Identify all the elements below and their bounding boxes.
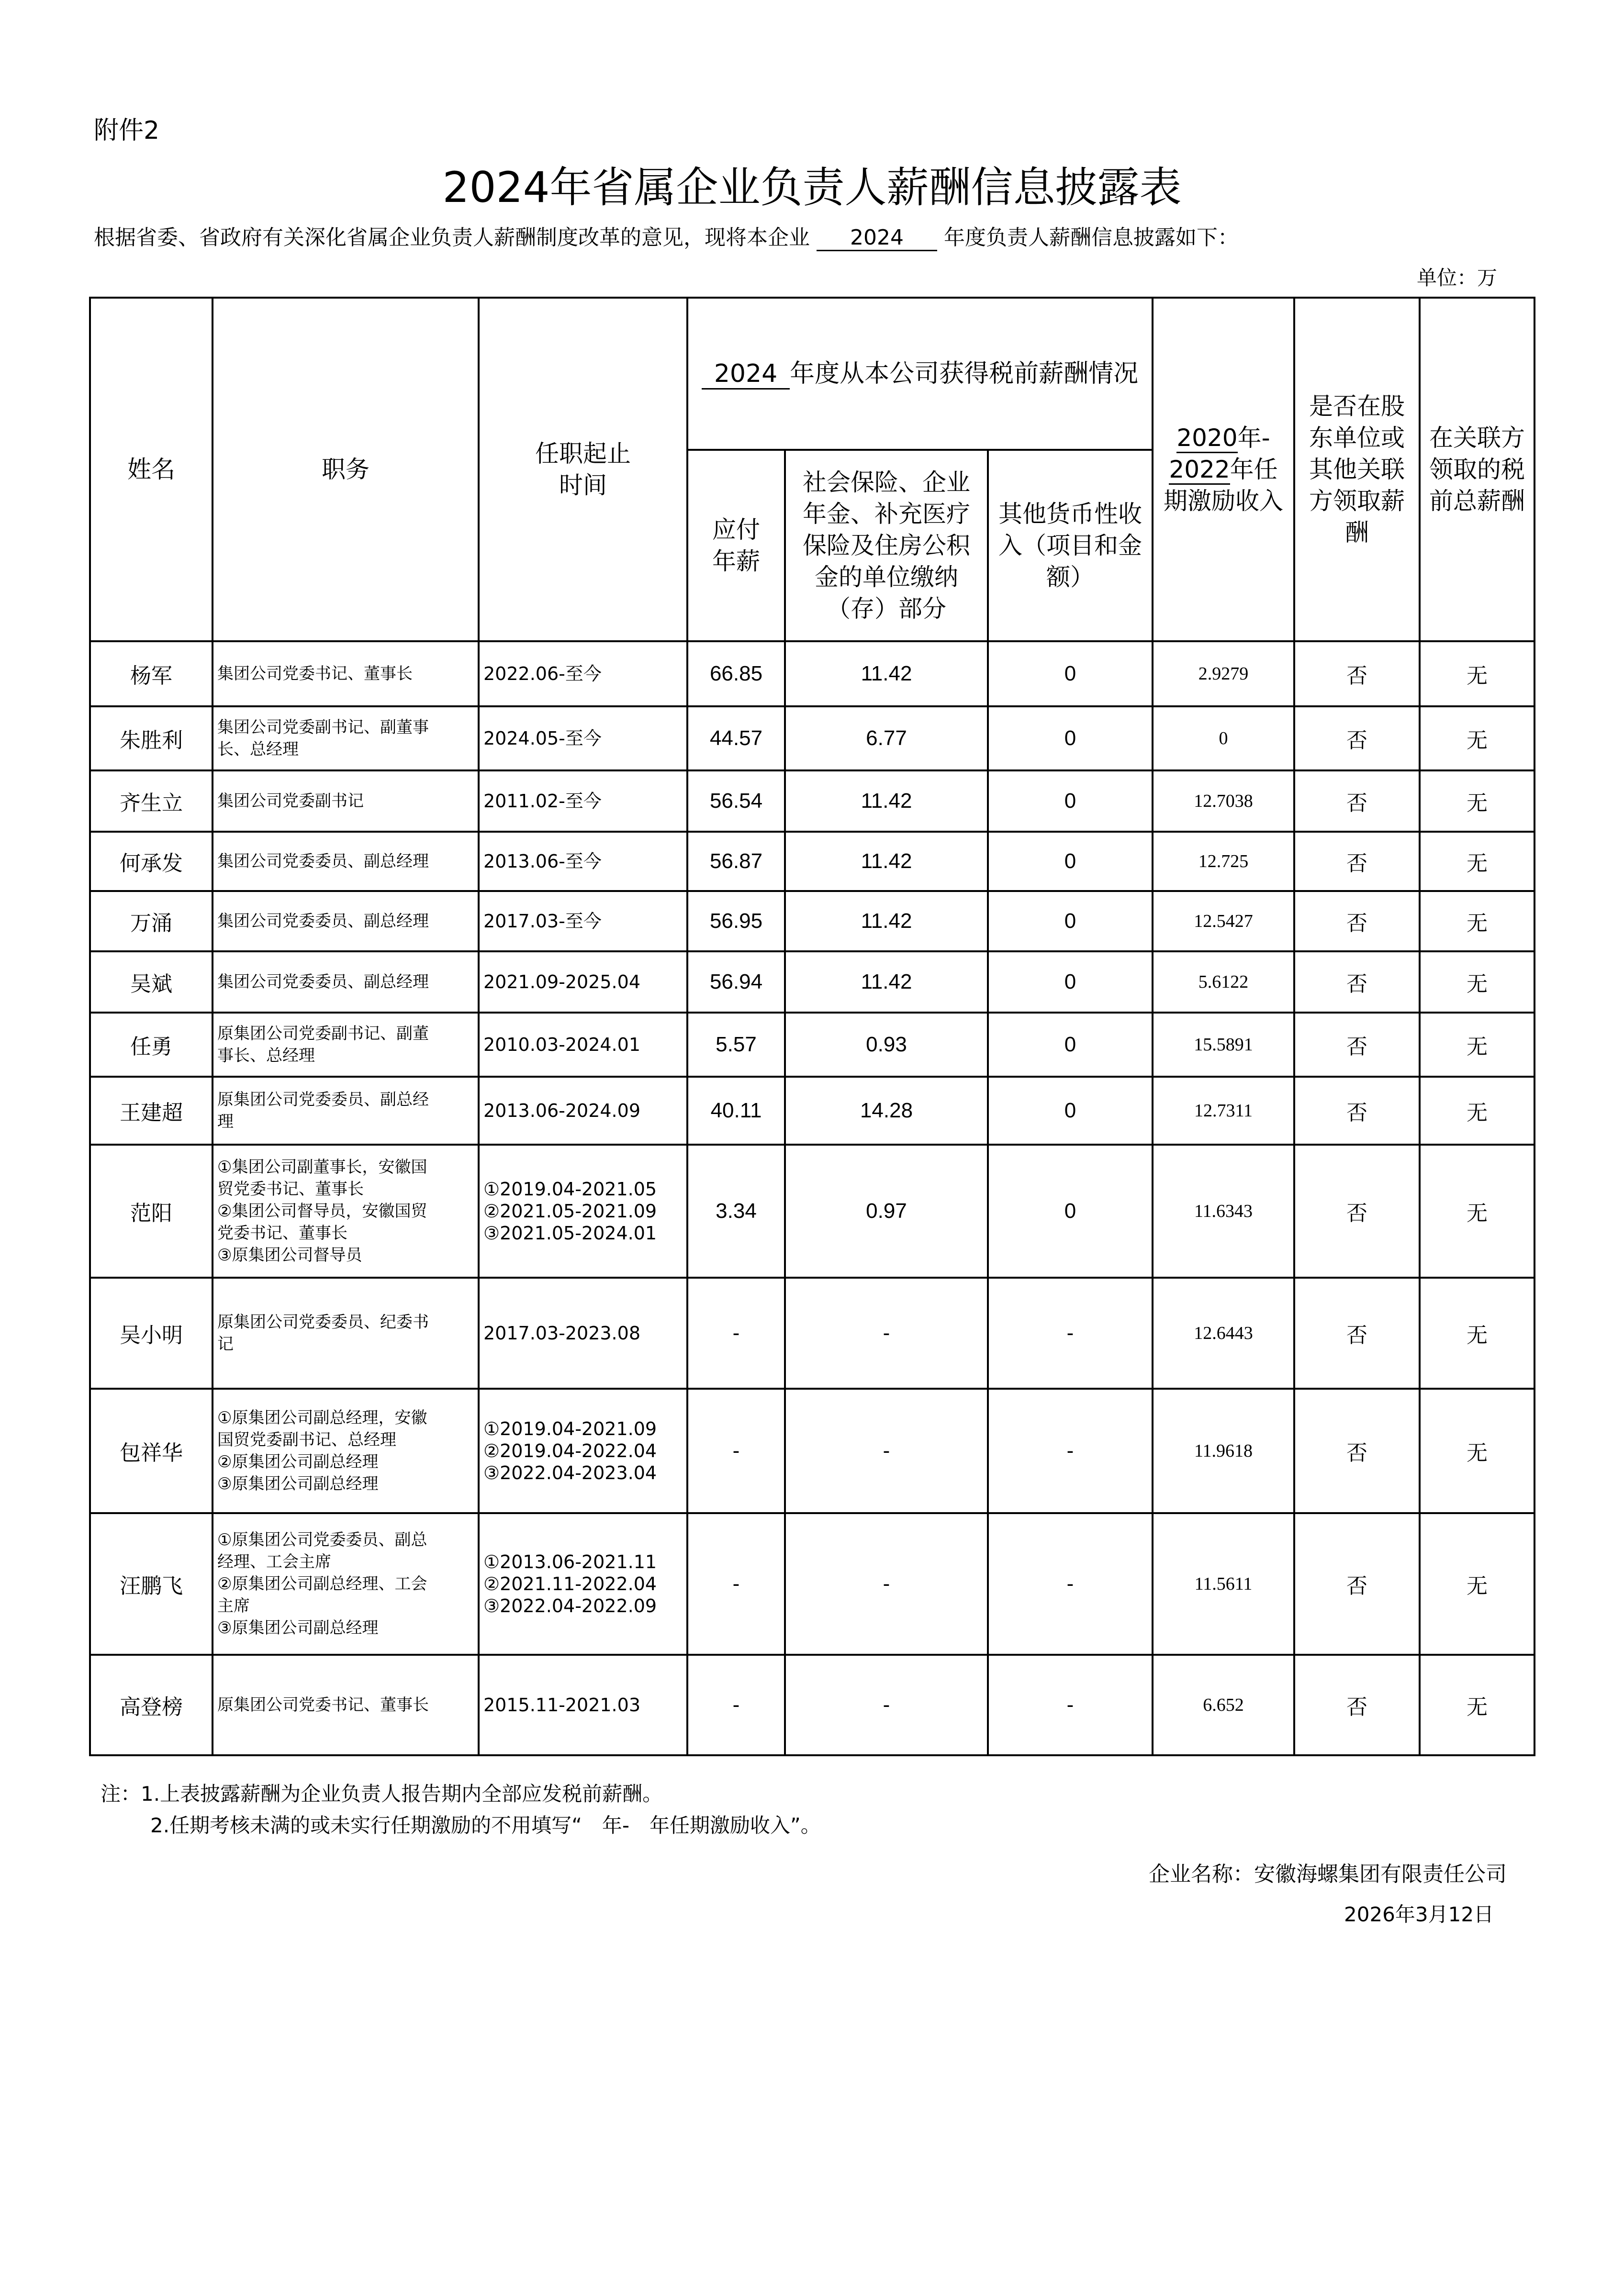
cell-social: 0.93 xyxy=(785,1013,988,1077)
cell-term xyxy=(479,1013,687,1077)
cell-other: 0 xyxy=(988,1013,1153,1077)
term-line: ②2019.04-2022.04 xyxy=(483,1440,657,1461)
cell-name: 任勇 xyxy=(90,1013,213,1077)
cell-name: 何承发 xyxy=(90,832,213,891)
note-2: 2.任期考核未满的或未实行任期激励的不用填写“ 年- 年任期激励收入”。 xyxy=(150,1814,821,1837)
header-term: 任职起止时间 xyxy=(479,298,687,641)
term-line: ②2021.11-2022.04 xyxy=(483,1573,657,1594)
table-row xyxy=(90,951,1534,1013)
position-line: ①原集团公司副总经理，安徽 xyxy=(217,1408,427,1427)
cell-position xyxy=(213,1513,479,1655)
intro-year: 2024 xyxy=(817,225,937,251)
position-line: ①集团公司副董事长，安徽国 xyxy=(217,1158,427,1177)
cell-other: 0 xyxy=(988,1077,1153,1145)
position-line: 党委书记、董事长 xyxy=(217,1224,347,1243)
header-incentive-y1: 2020 xyxy=(1176,424,1237,453)
cell-salary: - xyxy=(687,1278,785,1389)
position-line: 事长、总经理 xyxy=(217,1046,315,1065)
position-line: 原集团公司党委委员、纪委书 xyxy=(217,1313,429,1332)
cell-social: 0.97 xyxy=(785,1145,988,1278)
cell-name: 范阳 xyxy=(90,1145,213,1278)
position-line: ③原集团公司副总经理 xyxy=(217,1474,379,1494)
cell-incentive: 12.7038 xyxy=(1153,770,1294,832)
term-line: 2021.09-2025.04 xyxy=(483,971,640,992)
cell-name: 汪鹏飞 xyxy=(90,1513,213,1655)
cell-term xyxy=(479,951,687,1013)
cell-shareholder: 否 xyxy=(1294,1513,1420,1655)
cell-shareholder: 否 xyxy=(1294,1077,1420,1145)
term-line: 2015.11-2021.03 xyxy=(483,1694,640,1716)
cell-incentive: 5.6122 xyxy=(1153,951,1294,1013)
table-row xyxy=(90,1655,1534,1755)
table-row xyxy=(90,770,1534,832)
header-incentive-t1: 年- xyxy=(1237,424,1270,452)
header-name: 姓名 xyxy=(90,298,213,641)
cell-position xyxy=(213,1077,479,1145)
position-line: 原集团公司党委副书记、副董 xyxy=(217,1024,429,1043)
cell-other: - xyxy=(988,1655,1153,1755)
cell-name: 王建超 xyxy=(90,1077,213,1145)
cell-incentive: 12.5427 xyxy=(1153,891,1294,951)
position-line: 集团公司党委委员、副总经理 xyxy=(217,972,429,992)
cell-related: 无 xyxy=(1420,1013,1534,1077)
cell-position xyxy=(213,1013,479,1077)
cell-term xyxy=(479,1513,687,1655)
term-line: 2017.03-2023.08 xyxy=(483,1323,640,1344)
header-group xyxy=(687,298,1153,450)
cell-social: 6.77 xyxy=(785,706,988,770)
position-line: 国贸党委副书记、总经理 xyxy=(217,1430,396,1449)
intro-text xyxy=(94,220,1239,251)
term-line: 2010.03-2024.01 xyxy=(483,1034,640,1055)
cell-social: 11.42 xyxy=(785,951,988,1013)
table-row xyxy=(90,1278,1534,1389)
cell-related: 无 xyxy=(1420,1389,1534,1513)
header-group-year: 2024 xyxy=(702,359,790,390)
cell-salary: 56.54 xyxy=(687,770,785,832)
position-line: 记 xyxy=(217,1335,234,1354)
cell-incentive: 12.725 xyxy=(1153,832,1294,891)
cell-incentive: 0 xyxy=(1153,706,1294,770)
cell-social: 11.42 xyxy=(785,891,988,951)
position-line: ①原集团公司党委委员、副总 xyxy=(217,1530,427,1549)
cell-term xyxy=(479,1389,687,1513)
table-row xyxy=(90,1513,1534,1655)
position-line: ③原集团公司督导员 xyxy=(217,1246,362,1265)
term-line: ③2021.05-2024.01 xyxy=(483,1223,657,1244)
position-line: ②集团公司督导员，安徽国贸 xyxy=(217,1202,427,1221)
cell-position xyxy=(213,832,479,891)
term-line: 2011.02-至今 xyxy=(483,791,602,812)
cell-term xyxy=(479,832,687,891)
cell-term xyxy=(479,891,687,951)
intro-before: 根据省委、省政府有关深化省属企业负责人薪酬制度改革的意见，现将本企业 xyxy=(94,225,810,250)
cell-incentive: 2.9279 xyxy=(1153,641,1294,706)
cell-other: - xyxy=(988,1389,1153,1513)
cell-term xyxy=(479,1145,687,1278)
attachment-label: 附件2 xyxy=(94,116,160,145)
cell-other: 0 xyxy=(988,832,1153,891)
header-salary: 应付年薪 xyxy=(687,450,785,641)
cell-name: 杨军 xyxy=(90,641,213,706)
position-line: ②原集团公司副总经理 xyxy=(217,1452,379,1471)
cell-social: 11.42 xyxy=(785,832,988,891)
cell-name: 包祥华 xyxy=(90,1389,213,1513)
cell-shareholder: 否 xyxy=(1294,891,1420,951)
unit-label: 单位：万 xyxy=(1417,266,1498,290)
note-1: 注：1.上表披露薪酬为企业负责人报告期内全部应发税前薪酬。 xyxy=(101,1782,663,1806)
disclosure-date: 2026年3月12日 xyxy=(1344,1903,1494,1926)
term-line: 2024.05-至今 xyxy=(483,728,602,749)
cell-term xyxy=(479,641,687,706)
cell-term xyxy=(479,1077,687,1145)
cell-social: - xyxy=(785,1278,988,1389)
cell-position xyxy=(213,951,479,1013)
cell-salary: 40.11 xyxy=(687,1077,785,1145)
table-row xyxy=(90,641,1534,706)
position-line: 集团公司党委委员、副总经理 xyxy=(217,912,429,931)
cell-shareholder: 否 xyxy=(1294,641,1420,706)
cell-salary: 66.85 xyxy=(687,641,785,706)
cell-salary: 44.57 xyxy=(687,706,785,770)
position-line: 长、总经理 xyxy=(217,740,299,759)
cell-other: - xyxy=(988,1278,1153,1389)
cell-shareholder: 否 xyxy=(1294,706,1420,770)
cell-social: 14.28 xyxy=(785,1077,988,1145)
cell-other: 0 xyxy=(988,641,1153,706)
position-line: 主席 xyxy=(217,1596,250,1616)
term-line: ①2019.04-2021.05 xyxy=(483,1179,657,1200)
cell-other: 0 xyxy=(988,891,1153,951)
cell-related: 无 xyxy=(1420,706,1534,770)
term-line: ①2013.06-2021.11 xyxy=(483,1551,657,1572)
table-row xyxy=(90,706,1534,770)
cell-name: 高登榜 xyxy=(90,1655,213,1755)
cell-related: 无 xyxy=(1420,770,1534,832)
position-line: 集团公司党委副书记、副董事 xyxy=(217,718,429,737)
header-shareholder: 是否在股东单位或其他关联方领取薪酬 xyxy=(1294,298,1420,641)
cell-salary: - xyxy=(687,1389,785,1513)
cell-position xyxy=(213,1389,479,1513)
term-line: ③2022.04-2022.09 xyxy=(483,1595,657,1616)
table-row xyxy=(90,1145,1534,1278)
cell-related: 无 xyxy=(1420,1655,1534,1755)
cell-term xyxy=(479,1278,687,1389)
cell-social: 11.42 xyxy=(785,770,988,832)
cell-other: 0 xyxy=(988,770,1153,832)
cell-related: 无 xyxy=(1420,1077,1534,1145)
cell-term xyxy=(479,706,687,770)
table-row xyxy=(90,891,1534,951)
cell-incentive: 11.9618 xyxy=(1153,1389,1294,1513)
cell-term xyxy=(479,770,687,832)
cell-name: 齐生立 xyxy=(90,770,213,832)
notes xyxy=(101,1778,821,1841)
header-incentive xyxy=(1153,298,1294,641)
table-row xyxy=(90,1077,1534,1145)
cell-incentive: 12.7311 xyxy=(1153,1077,1294,1145)
cell-name: 万涌 xyxy=(90,891,213,951)
cell-term xyxy=(479,1655,687,1755)
cell-incentive: 15.5891 xyxy=(1153,1013,1294,1077)
cell-related: 无 xyxy=(1420,951,1534,1013)
cell-salary: - xyxy=(687,1513,785,1655)
term-line: 2013.06-至今 xyxy=(483,851,602,872)
cell-related: 无 xyxy=(1420,641,1534,706)
term-line: 2017.03-至今 xyxy=(483,911,602,932)
position-line: 理 xyxy=(217,1112,234,1131)
cell-other: 0 xyxy=(988,951,1153,1013)
cell-position xyxy=(213,891,479,951)
position-line: 贸党委书记、董事长 xyxy=(217,1180,364,1199)
header-other: 其他货币性收入（项目和金额） xyxy=(988,450,1153,641)
cell-position xyxy=(213,641,479,706)
cell-position xyxy=(213,1145,479,1278)
term-line: 2022.06-至今 xyxy=(483,663,602,684)
cell-related: 无 xyxy=(1420,1145,1534,1278)
position-line: 集团公司党委书记、董事长 xyxy=(217,664,413,683)
cell-incentive: 6.652 xyxy=(1153,1655,1294,1755)
position-line: 集团公司党委副书记 xyxy=(217,791,364,811)
term-line: 2013.06-2024.09 xyxy=(483,1100,640,1121)
page-title: 2024年省属企业负责人薪酬信息披露表 xyxy=(442,163,1182,212)
cell-shareholder: 否 xyxy=(1294,1145,1420,1278)
position-line: ②原集团公司副总经理、工会 xyxy=(217,1574,427,1594)
cell-other: 0 xyxy=(988,1145,1153,1278)
cell-social: 11.42 xyxy=(785,641,988,706)
header-group-text: 年度从本公司获得税前薪酬情况 xyxy=(790,359,1139,388)
cell-related: 无 xyxy=(1420,832,1534,891)
table-row xyxy=(90,1389,1534,1513)
cell-other: 0 xyxy=(988,706,1153,770)
cell-position xyxy=(213,706,479,770)
cell-position xyxy=(213,770,479,832)
cell-salary: 3.34 xyxy=(687,1145,785,1278)
term-line: ③2022.04-2023.04 xyxy=(483,1462,657,1483)
cell-name: 吴斌 xyxy=(90,951,213,1013)
position-line: ③原集团公司副总经理 xyxy=(217,1618,379,1638)
cell-social: - xyxy=(785,1655,988,1755)
header-social: 社会保险、企业年金、补充医疗保险及住房公积金的单位缴纳（存）部分 xyxy=(785,450,988,641)
cell-shareholder: 否 xyxy=(1294,832,1420,891)
cell-shareholder: 否 xyxy=(1294,1655,1420,1755)
cell-name: 朱胜利 xyxy=(90,706,213,770)
term-line: ②2021.05-2021.09 xyxy=(483,1201,657,1222)
cell-shareholder: 否 xyxy=(1294,1278,1420,1389)
table-row xyxy=(90,1013,1534,1077)
position-line: 集团公司党委委员、副总经理 xyxy=(217,852,429,871)
cell-salary: 56.87 xyxy=(687,832,785,891)
term-line: ①2019.04-2021.09 xyxy=(483,1418,657,1439)
table-row xyxy=(90,832,1534,891)
header-incentive-y2: 2022 xyxy=(1169,456,1230,485)
cell-position xyxy=(213,1278,479,1389)
cell-salary: - xyxy=(687,1655,785,1755)
cell-incentive: 12.6443 xyxy=(1153,1278,1294,1389)
position-line: 原集团公司党委委员、副总经 xyxy=(217,1090,429,1109)
cell-social: - xyxy=(785,1513,988,1655)
salary-table xyxy=(89,297,1535,1756)
cell-salary: 56.94 xyxy=(687,951,785,1013)
intro-after: 年度负责人薪酬信息披露如下： xyxy=(943,225,1239,250)
cell-salary: 56.95 xyxy=(687,891,785,951)
cell-position xyxy=(213,1655,479,1755)
position-line: 原集团公司党委书记、董事长 xyxy=(217,1695,429,1715)
cell-shareholder: 否 xyxy=(1294,1389,1420,1513)
company-name: 企业名称：安徽海螺集团有限责任公司 xyxy=(1149,1862,1507,1886)
cell-incentive: 11.5611 xyxy=(1153,1513,1294,1655)
cell-shareholder: 否 xyxy=(1294,1013,1420,1077)
header-incentive-t2: 年任期激励收入 xyxy=(1164,456,1284,515)
header-position: 职务 xyxy=(213,298,479,641)
cell-shareholder: 否 xyxy=(1294,770,1420,832)
cell-other: - xyxy=(988,1513,1153,1655)
cell-shareholder: 否 xyxy=(1294,951,1420,1013)
cell-name: 吴小明 xyxy=(90,1278,213,1389)
cell-related: 无 xyxy=(1420,1278,1534,1389)
position-line: 经理、工会主席 xyxy=(217,1552,331,1572)
cell-salary: 5.57 xyxy=(687,1013,785,1077)
header-related: 在关联方领取的税前总薪酬 xyxy=(1420,298,1534,641)
cell-related: 无 xyxy=(1420,891,1534,951)
cell-incentive: 11.6343 xyxy=(1153,1145,1294,1278)
cell-social: - xyxy=(785,1389,988,1513)
cell-related: 无 xyxy=(1420,1513,1534,1655)
